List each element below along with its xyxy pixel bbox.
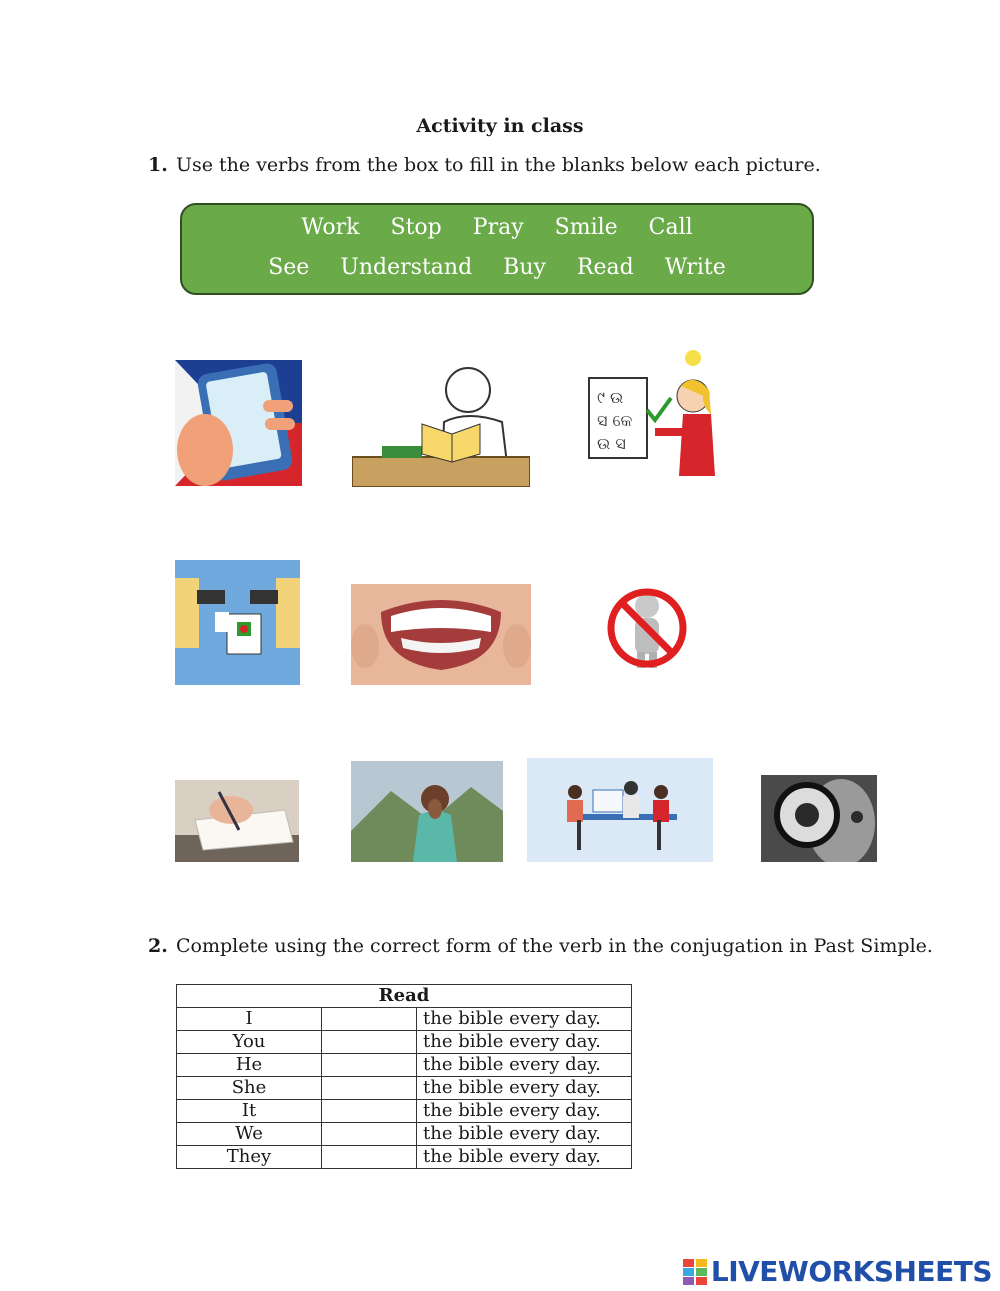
conjugation-table xyxy=(176,984,632,1169)
table-header: Read xyxy=(177,985,632,1008)
answer-blank[interactable] xyxy=(322,1054,417,1077)
svg-text:୯ ଉ: ୯ ଉ xyxy=(597,388,624,407)
question-1 xyxy=(148,154,821,176)
liveworksheets-logo-text: LIVEWORKSHEETS xyxy=(710,1255,992,1288)
question-1-number: 1. xyxy=(148,154,168,176)
liveworksheets-logo xyxy=(683,1255,992,1288)
table-row xyxy=(177,1123,632,1146)
verb-word: Pray xyxy=(472,215,524,240)
question-2-number: 2. xyxy=(148,935,168,957)
svg-text:ସ କେ: ସ କେ xyxy=(597,411,633,430)
svg-text:ଉ ସ: ଉ ସ xyxy=(597,434,626,453)
verb-word: Understand xyxy=(340,255,473,280)
sentence-rest: the bible every day. xyxy=(417,1077,632,1100)
smile-icon xyxy=(351,584,531,685)
answer-blank[interactable] xyxy=(322,1077,417,1100)
answer-blank[interactable] xyxy=(322,1100,417,1123)
magnifier-see-icon xyxy=(761,775,877,862)
pronoun-cell: We xyxy=(177,1123,322,1146)
table-row xyxy=(177,1008,632,1031)
pronoun-cell: She xyxy=(177,1077,322,1100)
verb-word: See xyxy=(268,255,310,280)
verb-box xyxy=(180,203,814,295)
phone-call-icon xyxy=(175,360,302,486)
verb-word: Work xyxy=(301,215,360,240)
online-shopping-icon xyxy=(175,560,300,685)
verb-word: Write xyxy=(664,255,726,280)
verb-row-2 xyxy=(182,255,812,280)
office-work-icon xyxy=(527,758,713,862)
question-1-text: Use the verbs from the box to fill in the blanks below each picture. xyxy=(176,154,821,176)
sentence-rest: the bible every day. xyxy=(417,1031,632,1054)
table-row xyxy=(177,1146,632,1169)
table-row xyxy=(177,1031,632,1054)
understand-icon xyxy=(585,348,725,478)
table-header-row xyxy=(177,985,632,1008)
page-title: Activity in class xyxy=(416,115,584,137)
verb-word: Smile xyxy=(554,215,618,240)
pronoun-cell: They xyxy=(177,1146,322,1169)
table-row xyxy=(177,1054,632,1077)
pronoun-cell: I xyxy=(177,1008,322,1031)
sentence-rest: the bible every day. xyxy=(417,1123,632,1146)
verb-word: Read xyxy=(576,255,634,280)
stop-sign-icon xyxy=(605,578,688,670)
pronoun-cell: He xyxy=(177,1054,322,1077)
sentence-rest: the bible every day. xyxy=(417,1146,632,1169)
writing-hand-icon xyxy=(175,780,299,862)
table-row xyxy=(177,1100,632,1123)
answer-blank[interactable] xyxy=(322,1146,417,1169)
pronoun-cell: It xyxy=(177,1100,322,1123)
praying-girl-icon xyxy=(351,761,503,862)
answer-blank[interactable] xyxy=(322,1123,417,1146)
table-row xyxy=(177,1077,632,1100)
answer-blank[interactable] xyxy=(322,1008,417,1031)
sentence-rest: the bible every day. xyxy=(417,1008,632,1031)
reading-book-icon xyxy=(352,362,530,487)
sentence-rest: the bible every day. xyxy=(417,1054,632,1077)
question-2-text: Complete using the correct form of the verb in the conjugation in Past Simple. xyxy=(176,935,933,957)
verb-word: Call xyxy=(648,215,693,240)
verb-row-1 xyxy=(182,215,812,240)
verb-word: Buy xyxy=(503,255,546,280)
answer-blank[interactable] xyxy=(322,1031,417,1054)
liveworksheets-logo-icon xyxy=(683,1259,707,1285)
sentence-rest: the bible every day. xyxy=(417,1100,632,1123)
verb-word: Stop xyxy=(390,215,442,240)
question-2 xyxy=(148,935,933,957)
pronoun-cell: You xyxy=(177,1031,322,1054)
